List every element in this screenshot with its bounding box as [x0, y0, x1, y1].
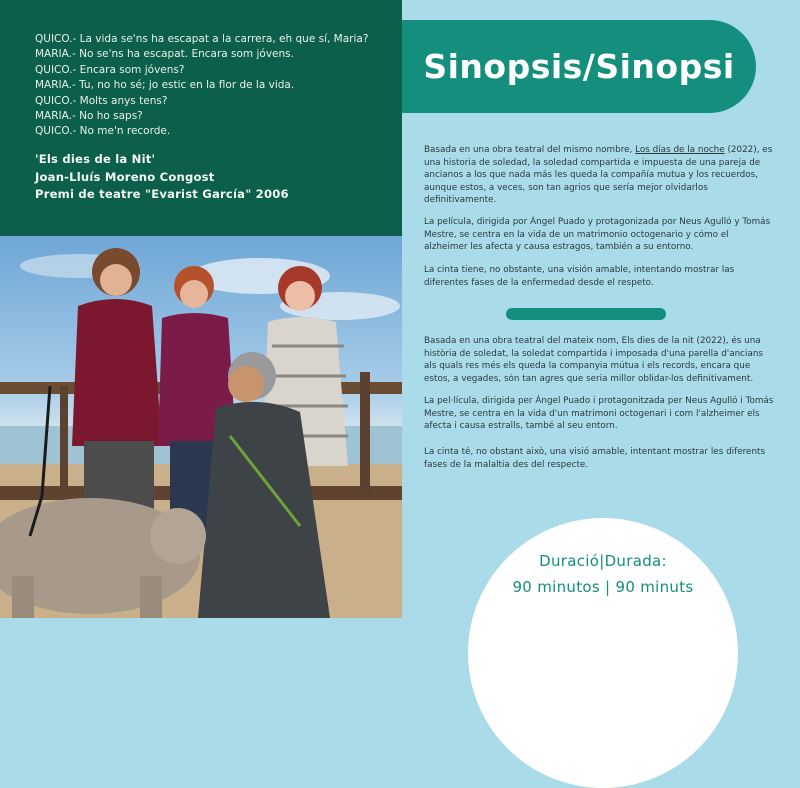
play-credits — [35, 151, 289, 204]
dialogue-line: QUICO.- Molts anys tens? — [35, 94, 168, 107]
quote-panel — [0, 0, 402, 236]
play-award: Premi de teatre "Evarist García" 2006 — [35, 187, 289, 201]
dialogue-excerpt — [35, 32, 368, 140]
dialogue-line: MARIA.- No se'ns ha escapat. Encara som jóvens. — [35, 48, 294, 61]
synopsis-ca-paragraph-1: Basada en una obra teatral del mateix nom, Els dies de la nit (2022), és una història de soledat, la soledat compartida i imposada d'una parella d'ancians als quals res més els queda la companyia mútua i els records, encara que estos, a vegades, són tan agres que seria millor oblidar-los definitivament. — [424, 336, 764, 384]
synopsis-ca-paragraph-2: La pel·lícula, dirigida per Ángel Puado i protagonitzada per Neus Agulló i Tomás Mestre, se centra en la vida d'un matrimoni octogenari i com l'alzheimer els afecta i causa estralls, també al seu entorn. — [424, 396, 774, 432]
synopsis-es-paragraph-2: La película, dirigida por Ángel Puado y protagonizada por Neus Agulló y Tomás Mestre, se centra en la vida de un matrimonio octogenario y cómo el alzheimer les afecta y causa estragos, también a su entorno. — [424, 217, 771, 253]
section-divider — [506, 308, 666, 320]
dialogue-line: MARIA.- No ho saps? — [35, 110, 143, 123]
title-banner — [402, 20, 756, 113]
film-title-link[interactable]: Los días de la noche — [635, 145, 725, 155]
synopsis-es-paragraph-3: La cinta tiene, no obstante, una visión amable, intentando mostrar las diferentes fases de la enfermedad desde el respeto. — [424, 265, 735, 288]
synopsis-es-text: (2022), es una historia de soledad, la soledad compartida e impuesta de una pareja de ancianos a los que nada más les queda la compañía mutua y los recuerdos, aunque estos, a veces, son tan agrios que sería mejor olvidarlos definitivamente. — [424, 145, 773, 206]
synopsis-es-text: Basada en una obra teatral del mismo nombre, — [424, 145, 636, 155]
dialogue-line: QUICO.- La vida se'ns ha escapat a la carrera, eh que sí, Maria? — [35, 33, 369, 45]
left-panel — [0, 0, 402, 618]
play-title: 'Els dies de la Nit' — [35, 152, 156, 166]
film-still-illustration — [0, 236, 402, 618]
dialogue-line: QUICO.- No me'n recorde. — [35, 125, 171, 138]
play-author: Joan-Lluís Moreno Congost — [35, 169, 215, 184]
synopsis-ca-paragraph-3: La cinta té, no obstant això, una visió amable, intentant mostrar les diferents fases de la malaltia des del respecte. — [424, 447, 766, 470]
duration-value: 90 minutos | 90 minuts — [512, 578, 694, 596]
synopsis-panel — [402, 0, 800, 618]
dialogue-line: MARIA.- Tu, no ho sé; jo estic en la flor de la vida. — [35, 79, 295, 92]
dialogue-line: QUICO.- Encara som jóvens? — [35, 63, 185, 76]
page-title: Sinopsis/Sinopsi — [423, 47, 735, 86]
film-still-photo — [0, 236, 402, 618]
duration-label: Duració|Durada: — [539, 552, 667, 570]
synopsis-es-paragraph-1 — [424, 144, 774, 207]
